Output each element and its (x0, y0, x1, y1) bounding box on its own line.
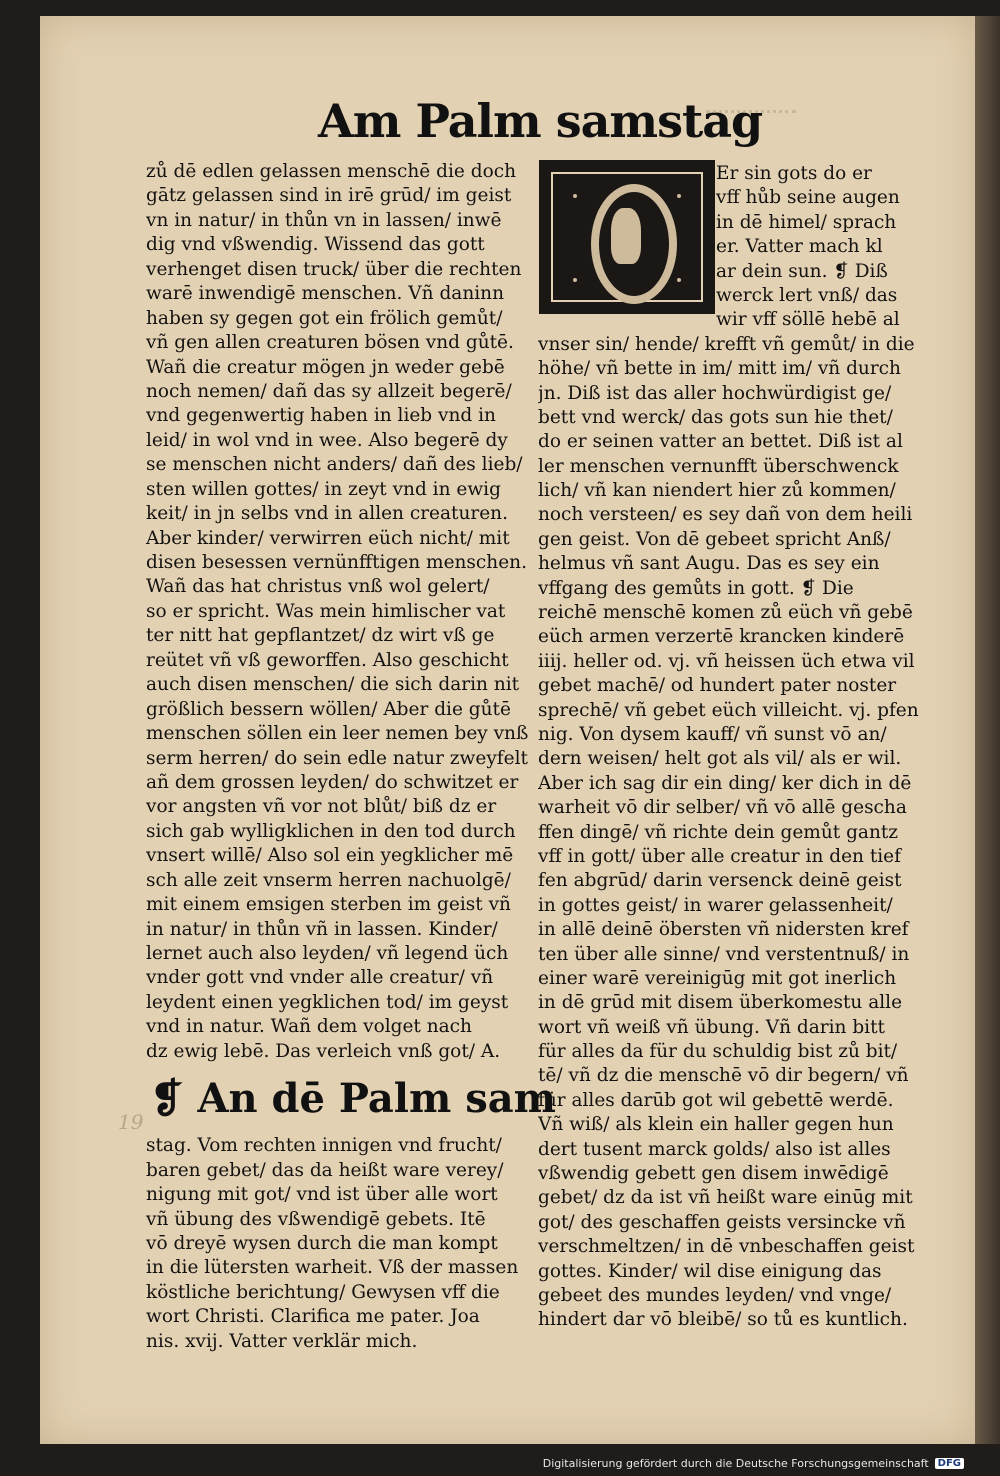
right-column (538, 162, 948, 1333)
text-line: mit einem emsigen sterben im geist vñ (146, 894, 511, 916)
text-line: got/ des geschaffen geists versincke vñ (538, 1211, 906, 1233)
text-line: vff hůb seine augen (716, 187, 900, 209)
text-line: bett vnd werck/ das gots sun hie thet/ (538, 406, 893, 428)
text-line: haben sy gegen got ein frölich gemůt/ (146, 307, 503, 329)
page-title: Am Palm samstag (318, 94, 763, 148)
text-line: lich/ vñ kan niendert hier zů kommen/ (538, 480, 896, 502)
initial-dot (677, 278, 681, 282)
text-line: sich gab wylligklichen in den tod durch (146, 820, 516, 842)
dfg-logo: DFG (935, 1458, 964, 1469)
text-line: dz ewig lebē. Das verleich vnß got/ A. (146, 1040, 501, 1062)
text-line: in allē deinē öbersten vñ nidersten kref (538, 919, 909, 941)
text-line: einer warē vereinigūg mit got inerlich (538, 967, 897, 989)
ink-decoration (706, 110, 796, 137)
text-line: ter nitt hat gepflantzet/ dz wirt vß ge (146, 625, 495, 647)
text-line: keit/ in jn selbs vnd in allen creaturen. (146, 503, 508, 525)
text-line: leydent einen yegklichen tod/ im geyst (146, 991, 509, 1013)
text-line: vnsert willē/ Also sol ein yegklicher mē (146, 845, 514, 867)
text-line: menschen söllen ein leer nemen bey vnß (146, 723, 529, 745)
text-line: Vñ wiß/ als klein ein haller gegen hun (538, 1114, 894, 1136)
text-line: Aber ich sag dir ein ding/ ker dich in dē (538, 772, 912, 794)
text-line: vnder gott vnd vnder alle creatur/ vñ (146, 967, 494, 989)
text-line: helmus vñ sant Augu. Das es sey ein (538, 553, 880, 575)
text-line: vff in gott/ über alle creatur in den tief (538, 845, 901, 867)
text-line: Er sin gots do er (716, 163, 872, 184)
text-line: in dē himel/ sprach (716, 211, 897, 233)
text-line: gebet/ dz da ist vñ heißt ware einūg mit (538, 1187, 913, 1209)
text-line: gottes. Kinder/ wil dise einigung das (538, 1260, 882, 1282)
text-line: dig vnd vßwendig. Wissend das gott (146, 234, 485, 256)
text-line: nigung mit got/ vnd ist über alle wort (146, 1184, 498, 1206)
text-line: gen geist. Von dē gebeet spricht Anß/ (538, 528, 891, 550)
text-line: reichē menschē komen zů eüch vñ gebē (538, 602, 913, 624)
text-line: gebet machē/ od hundert pater noster (538, 675, 897, 697)
text-line: se menschen nicht anders/ dañ des lieb/ (146, 454, 523, 476)
text-line: Aber kinder/ verwirren eüch nicht/ mit (146, 527, 510, 549)
text-line: serm herren/ do sein edle natur zweyfelt (146, 747, 528, 769)
text-line: jn. Diß ist das aller hochwürdigist ge/ (538, 382, 892, 404)
text-line: iiij. heller od. vj. vñ heissen üch etwa vil (538, 650, 915, 672)
text-line: añ dem grossen leyden/ do schwitzet er (146, 771, 519, 793)
text-line: vn in natur/ in thůn vn in lassen/ inwē (146, 209, 502, 231)
text-line: do er seinen vatter an bettet. Diß ist al (538, 431, 903, 453)
text-line: nig. Von dysem kauff/ vñ sunst vō an/ (538, 723, 887, 745)
text-line: wir vff söllē hebē al (716, 309, 900, 331)
text-line: ar dein sun. ❡ Diß (716, 260, 888, 282)
text-line: vßwendig gebett gen disem inwēdigē (538, 1163, 889, 1185)
text-line: vffgang des gemůts in gott. ❡ Die (538, 577, 854, 599)
text-line: vñ übung des vßwendigē gebets. Itē (146, 1208, 486, 1230)
text-line: gātz gelassen sind in irē grūd/ im geist (146, 185, 512, 207)
text-line: Wañ die creatur mögen jn weder gebē (146, 356, 505, 378)
text-line: lernet auch also leyden/ vñ legend üch (146, 943, 509, 964)
section-heading: ❡ An dē Palm sam (150, 1075, 556, 1123)
text-line: sten willen gottes/ in zeyt vnd in ewig (146, 478, 501, 500)
text-line: wort vñ weiß vñ übung. Vñ darin bitt (538, 1016, 885, 1038)
text-line: fen abgrūd/ darin versenck deinē geist (538, 870, 902, 892)
woodcut-initial-D (539, 160, 715, 314)
text-line: in natur/ in thůn vñ in lassen. Kinder/ (146, 918, 498, 940)
text-line: so er spricht. Was mein himlischer vat (146, 600, 506, 622)
text-line: vnser sin/ hende/ krefft vñ gemůt/ in die (538, 333, 915, 355)
text-line: werck lert vnß/ das (716, 284, 898, 306)
text-line: verschmeltzen/ in dē vnbeschaffen geist (538, 1236, 915, 1258)
text-line: leid/ in wol vnd in wee. Also begerē dy (146, 429, 508, 451)
left-column (146, 160, 566, 1354)
running-header (40, 86, 975, 156)
text-line: höhe/ vñ bette in im/ mitt im/ vñ durch (538, 358, 901, 380)
text-line: disen besessen vernünfftigen menschen. (146, 552, 527, 573)
text-line: vnd in natur. Wañ dem volget nach (146, 1016, 472, 1038)
text-line: köstliche berichtung/ Gewysen vff die (146, 1281, 500, 1303)
text-line: vor angsten vñ vor not blůt/ biß dz er (146, 796, 497, 818)
text-line: wort Christi. Clarifica me pater. Joa (146, 1306, 480, 1328)
initial-dot (573, 194, 577, 198)
text-line: stag. Vom rechten innigen vnd frucht/ (146, 1135, 502, 1157)
text-line: noch versteen/ es sey dañ von dem heili (538, 504, 913, 526)
text-line: vō dreyē wysen durch die man kompt (146, 1232, 498, 1254)
footer-bar (0, 1448, 1000, 1476)
text-line: gebeet des mundes leyden/ vnd vnge/ (538, 1284, 892, 1306)
text-line: in die lütersten warheit. Vß der massen (146, 1257, 519, 1279)
text-line: ler menschen vernunfft überschwenck (538, 455, 899, 477)
text-line: dert tusent marck golds/ also ist alles (538, 1138, 891, 1160)
text-line: tē/ vñ dz die menschē vō dir begern/ vñ (538, 1065, 909, 1087)
text-line: vñ gen allen creaturen bösen vnd gůtē. (146, 332, 514, 354)
initial-dot (573, 278, 577, 282)
text-line: zů dē edlen gelassen menschē die doch (146, 161, 516, 182)
text-line: er. Vatter mach kl (716, 236, 883, 258)
text-line: in dē grūd mit disem überkomestu alle (538, 992, 903, 1014)
book-page (40, 16, 975, 1444)
initial-ornament (611, 208, 641, 264)
initial-dot (677, 194, 681, 198)
funding-credit (543, 1457, 964, 1470)
text-line: ten über alle sinne/ vnd verstentnuß/ in (538, 943, 910, 965)
text-line: warē inwendigē menschen. Vñ daninn (146, 283, 504, 305)
text-line: für alles da für du schuldig bist zů bit/ (538, 1041, 898, 1063)
text-line: dern weisen/ helt got als vil/ als er wil. (538, 748, 902, 770)
text-line: eüch armen verzertē krancken kinderē (538, 626, 905, 648)
text-line: größlich bessern wöllen/ Aber die gůtē (146, 698, 511, 720)
text-line: sch alle zeit vnserm herren nachuolgē/ (146, 869, 511, 891)
text-line: reütet vñ vß geworffen. Also geschicht (146, 649, 509, 671)
text-line: für alles darūb got wil gebettē werdē. (538, 1089, 894, 1111)
text-line: baren gebet/ das da heißt ware verey/ (146, 1159, 504, 1181)
text-line: verhenget disen truck/ über die rechten (146, 258, 522, 280)
text-line: warheit vō dir selber/ vñ vō allē gescha (538, 797, 907, 819)
text-line: in gottes geist/ in warer gelassenheit/ (538, 894, 893, 916)
initial-frame (551, 172, 703, 302)
text-line: hindert dar vō bleibē/ so tů es kuntlich. (538, 1309, 908, 1331)
text-line: noch nemen/ dañ das sy allzeit begerē/ (146, 380, 512, 402)
text-line: sprechē/ vñ gebet eüch villeicht. vj. pfen (538, 699, 919, 721)
margin-note: 19 (118, 1110, 144, 1134)
page-edge (975, 16, 1000, 1444)
funding-text: Digitalisierung gefördert durch die Deutsche Forschungsgemeinschaft (542, 1457, 929, 1470)
text-line: ffen dingē/ vñ richte dein gemůt gantz (538, 821, 899, 843)
text-line: nis. xvij. Vatter verklär mich. (146, 1330, 418, 1352)
text-line: auch disen menschen/ die sich darin nit (146, 674, 520, 696)
text-line: Wañ das hat christus vnß wol gelert/ (146, 576, 490, 598)
text-line: vnd gegenwertig haben in lieb vnd in (146, 405, 496, 427)
